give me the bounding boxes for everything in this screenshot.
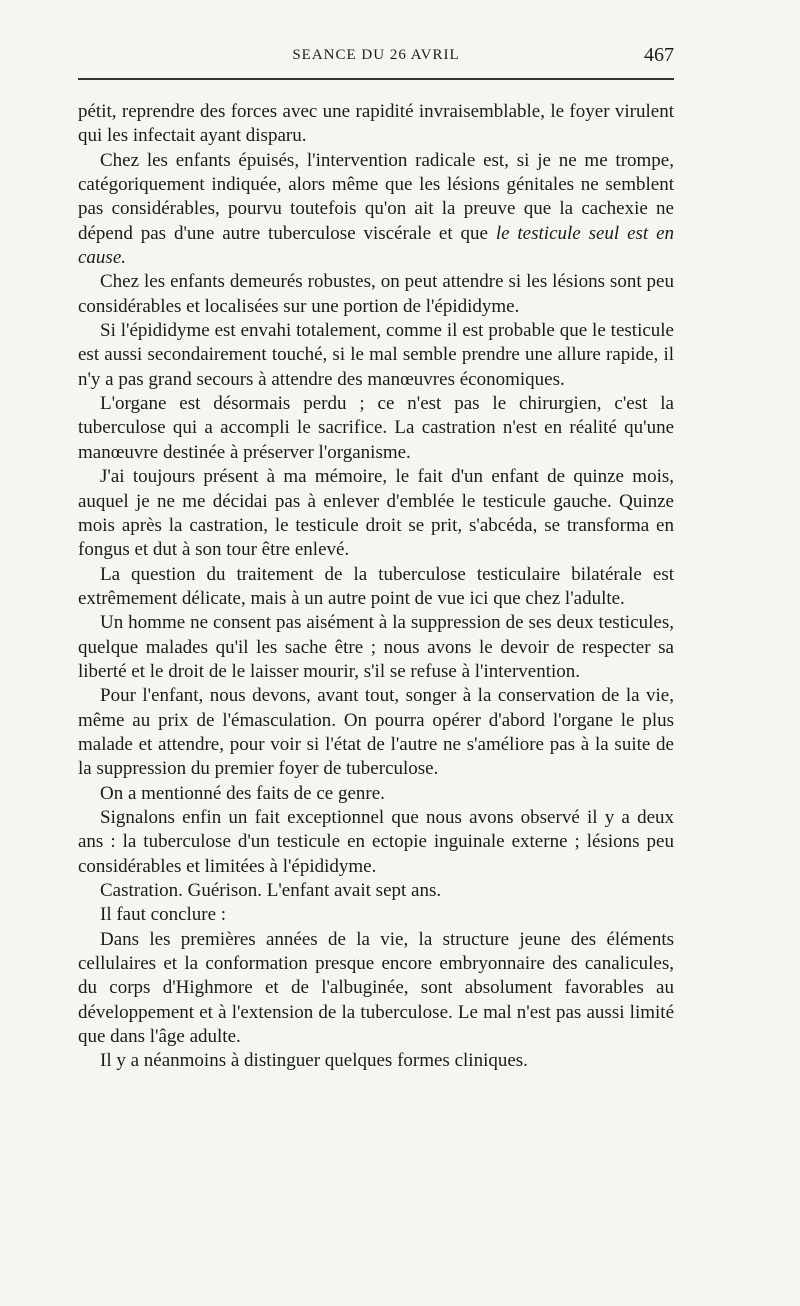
paragraph: J'ai toujours présent à ma mémoire, le fait d'un enfant de quinze mois, auquel je ne me décidai pas à enlever d'emblée le testicule gauche. Quinze mois après la castration, le testicule droit se prit, s'abcéda, se transforma en fongus et dut à son tour être enlevé.: [78, 466, 674, 561]
paragraph: pétit, reprendre des forces avec une rapidité invraisemblable, le foyer virulent qui les infectait ayant disparu.: [78, 101, 674, 147]
paragraph-text: Chez les enfants épuisés, l'intervention radicale est, si je ne me trompe, catégoriquement indiquée, alors même que les lésions génitales ne semblent pas considérables, pourvu toutefois qu'on ait la preuve que la cachexie ne dépend pas d'une autre tuberculose viscérale et que: [78, 149, 674, 244]
italic-phrase: le testicule seul est en cause.: [78, 222, 674, 269]
paragraph: Pour l'enfant, nous devons, avant tout, songer à la conservation de la vie, même au prix de l'émasculation. On pourra opérer d'abord l'organe le plus malade et attendre, pour voir si l'état de l'autre ne s'améliore pas à la suite de la suppression du premier foyer de tuberculose.: [78, 685, 674, 780]
paragraph: Un homme ne consent pas aisément à la suppression de ses deux testicules, quelque malades qu'il les sache être ; nous avons le devoir de respecter sa liberté et le droit de le laisser mourir, s'il se refuse à l'intervention.: [78, 612, 674, 682]
paragraph: Il y a néanmoins à distinguer quelques formes cliniques.: [100, 1050, 528, 1072]
paragraph: Si l'épididyme est envahi totalement, comme il est probable que le testicule est aussi secondairement touché, si le mal semble prendre une allure rapide, il n'y a pas grand secours à attendre des manœuvres économiques.: [78, 320, 674, 390]
paragraph: Dans les premières années de la vie, la structure jeune des éléments cellulaires et la conformation presque encore embryonnaire des canalicules, du corps d'Highmore et de l'albuginée, sont absolument favorables au développement et à l'extension de la tuberculose. Le mal n'est pas aussi limité que dans l'âge adulte.: [78, 928, 674, 1048]
paragraph: Signalons enfin un fait exceptionnel que nous avons observé il y a deux ans : la tuberculose d'un testicule en ectopie inguinale externe ; lésions peu considérables et limitées à l'épididyme.: [78, 806, 674, 877]
paragraph: Castration. Guérison. L'enfant avait sept ans.: [100, 880, 442, 901]
paragraph: Chez les enfants demeurés robustes, on peut attendre si les lésions sont peu considérables et localisées sur une portion de l'épididyme.: [78, 271, 674, 317]
body-text: [78, 100, 674, 1074]
paragraph: L'organe est désormais perdu ; ce n'est pas le chirurgien, c'est la tuberculose qui a accompli le sacrifice. La castration n'est en réalité qu'une manœuvre destinée à préserver l'organisme.: [78, 393, 674, 463]
running-head: SEANCE DU 26 AVRIL: [292, 47, 460, 63]
paragraph: On a mentionné des faits de ce genre.: [100, 782, 385, 804]
header-rule: [78, 78, 674, 80]
page-header: [78, 44, 674, 84]
paragraph: [78, 149, 674, 271]
paragraph: Il faut conclure :: [100, 904, 227, 926]
page-number: 467: [644, 44, 674, 66]
paragraph: La question du traitement de la tuberculose testiculaire bilatérale est extrêmement délicate, mais à un autre point de vue ici que chez l'adulte.: [78, 563, 674, 609]
